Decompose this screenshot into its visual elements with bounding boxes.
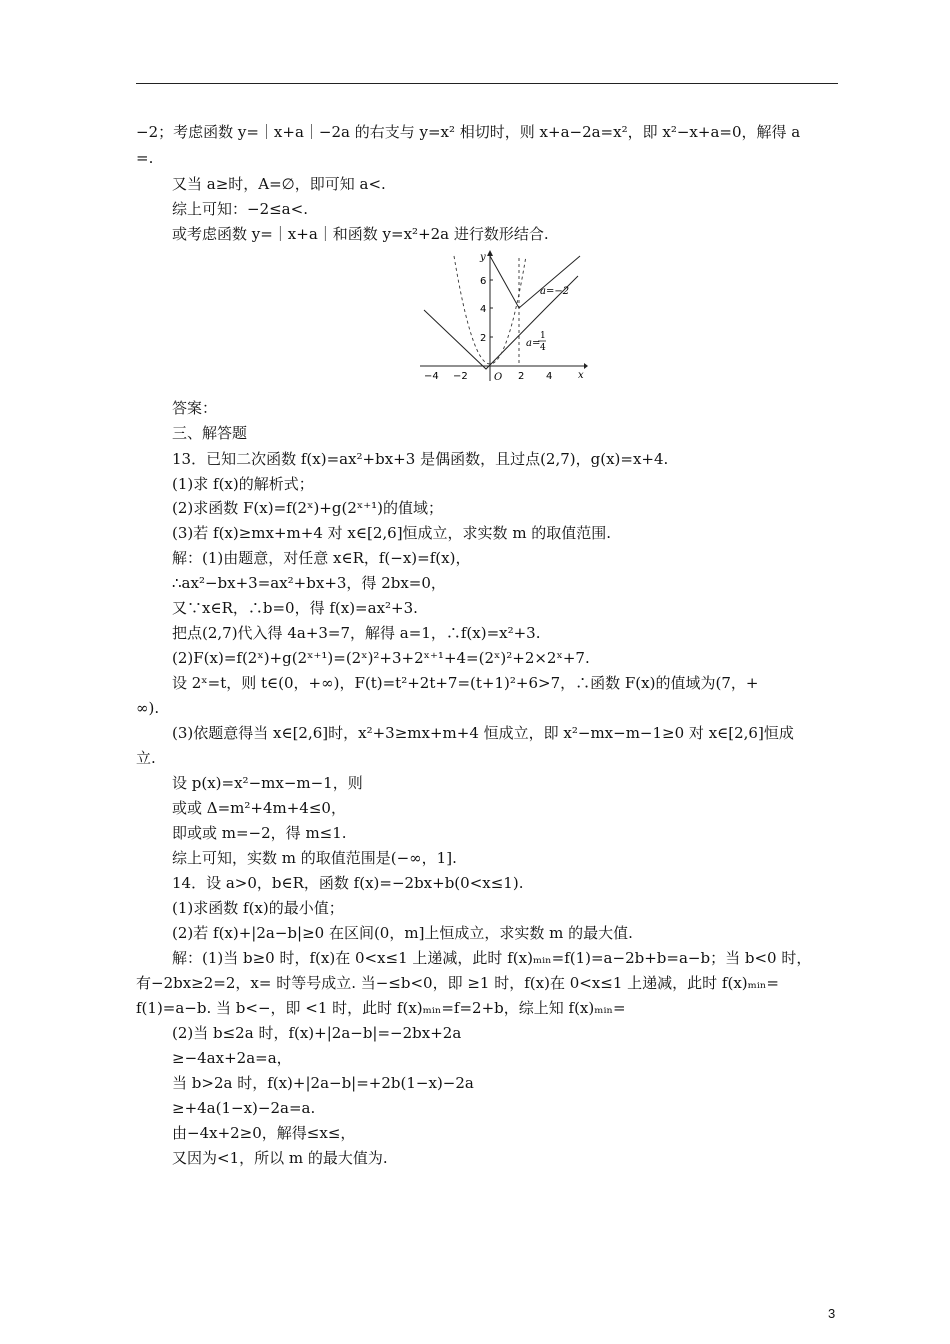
text-line: 有−2bx≥2=2，x= 时等号成立. 当−≤b<0，即 ≥1 时，f(x)在 0<x≤1 上递减，此时 f(x)ₘᵢₙ= <box>136 974 779 992</box>
text-line: 或或 Δ=m²+4m+4≤0， <box>172 799 346 817</box>
text-line: 设 p(x)=x²−mx−m−1，则 <box>172 774 363 792</box>
text-line: 由−4x+2≥0，解得≤x≤， <box>172 1124 356 1142</box>
text-line: 或考虑函数 y=｜x+a｜和函数 y=x²+2a 进行数形结合. <box>172 225 549 243</box>
text-line: 设 2ˣ=t，则 t∈(0，+∞)，F(t)=t²+2t+7=(t+1)²+6>7，∴函数 F(x)的值域为(7，+ <box>172 674 759 692</box>
text-line: 又因为<1，所以 m 的最大值为. <box>172 1149 388 1167</box>
text-line: 又∵x∈R，∴b=0，得 f(x)=ax²+3. <box>172 599 418 617</box>
y-axis-label: y <box>480 252 486 263</box>
text-line: ≥+4a(1−x)−2a=a. <box>172 1099 316 1117</box>
x-axis-label: x <box>578 370 584 381</box>
text-line: 综上可知，实数 m 的取值范围是(−∞，1]. <box>172 849 457 867</box>
text-line: (3)依题意得当 x∈[2,6]时，x²+3≥mx+m+4 恒成立，即 x²−mx−m−1≥0 对 x∈[2,6]恒成 <box>172 724 794 742</box>
x-tick-label: 2 <box>518 371 525 382</box>
y-tick-label: 2 <box>480 333 487 344</box>
fraction-denominator: 4 <box>540 343 546 353</box>
text-line: f(1)=a−b. 当 b<−，即 <1 时，此时 f(x)ₘᵢₙ=f=2+b，综上知 f(x)ₘᵢₙ= <box>136 999 626 1017</box>
y-tick-label: 6 <box>480 276 487 287</box>
x-tick-label: −2 <box>453 371 468 382</box>
page-number: 3 <box>828 1306 836 1321</box>
text-line: 又当 a≥时，A=∅，即可知 a<. <box>172 175 386 193</box>
text-line: (2)当 b≤2a 时，f(x)+|2a−b|=−2bx+2a <box>172 1024 462 1042</box>
text-line: ∴ax²−bx+3=ax²+bx+3，得 2bx=0， <box>172 574 446 592</box>
text-line: −2；考虑函数 y=｜x+a｜−2a 的右支与 y=x² 相切时，则 x+a−2a=x²，即 x²−x+a=0，解得 a <box>136 123 801 141</box>
header-rule <box>136 83 838 84</box>
text-line: (2)求函数 F(x)=f(2ˣ)+g(2ˣ⁺¹)的值域； <box>172 499 444 517</box>
y-tick-label: 4 <box>480 304 487 315</box>
text-line: 立. <box>136 749 156 767</box>
text-line: 即或或 m=−2，得 m≤1. <box>172 824 347 842</box>
text-line: 解：(1)当 b≥0 时，f(x)在 0<x≤1 上递减，此时 f(x)ₘᵢₙ=f(1)=a−2b+b=a−b；当 b<0 时， <box>172 949 812 967</box>
text-line: 综上可知：−2≤a<. <box>172 200 308 218</box>
fraction-numerator: 1 <box>540 331 546 341</box>
y-axis-arrow <box>487 250 493 256</box>
text-line: (2)F(x)=f(2ˣ)+g(2ˣ⁺¹)=(2ˣ)²+3+2ˣ⁺¹+4=(2ˣ)²+2×2ˣ+7. <box>172 649 590 667</box>
text-line: 13．已知二次函数 f(x)=ax²+bx+3 是偶函数，且过点(2,7)，g(x)=x+4. <box>172 450 669 468</box>
text-line: =. <box>136 149 154 167</box>
text-line: (2)若 f(x)+|2a−b|≥0 在区间(0，m]上恒成立，求实数 m 的最大值. <box>172 924 633 942</box>
text-line: (1)求 f(x)的解析式； <box>172 475 314 493</box>
text-line: 三、解答题 <box>172 424 248 442</box>
text-line: ≥−4ax+2a=a， <box>172 1049 292 1067</box>
x-axis-arrow <box>584 363 588 369</box>
text-line: 答案： <box>172 399 218 417</box>
text-line: 把点(2,7)代入得 4a+3=7，解得 a=1，∴f(x)=x²+3. <box>172 624 541 642</box>
text-line: 解：(1)由题意，对任意 x∈R，f(−x)=f(x)， <box>172 549 471 567</box>
label-a-quarter: a= <box>526 338 541 349</box>
x-tick-label: −4 <box>424 371 439 382</box>
text-line: 当 b>2a 时，f(x)+|2a−b|=+2b(1−x)−2a <box>172 1074 474 1092</box>
text-line: (1)求函数 f(x)的最小值； <box>172 899 344 917</box>
x-tick-label: 4 <box>546 371 553 382</box>
text-line: ∞). <box>136 699 160 717</box>
origin-label: O <box>494 372 503 383</box>
label-a-minus-2: a=−2 <box>540 286 570 297</box>
function-graph <box>418 248 588 384</box>
text-line: (3)若 f(x)≥mx+m+4 对 x∈[2,6]恒成立，求实数 m 的取值范围. <box>172 524 612 542</box>
text-line: 14．设 a>0，b∈R，函数 f(x)=−2bx+b(0<x≤1). <box>172 874 524 892</box>
curve-v-a-minus-2 <box>490 256 580 308</box>
